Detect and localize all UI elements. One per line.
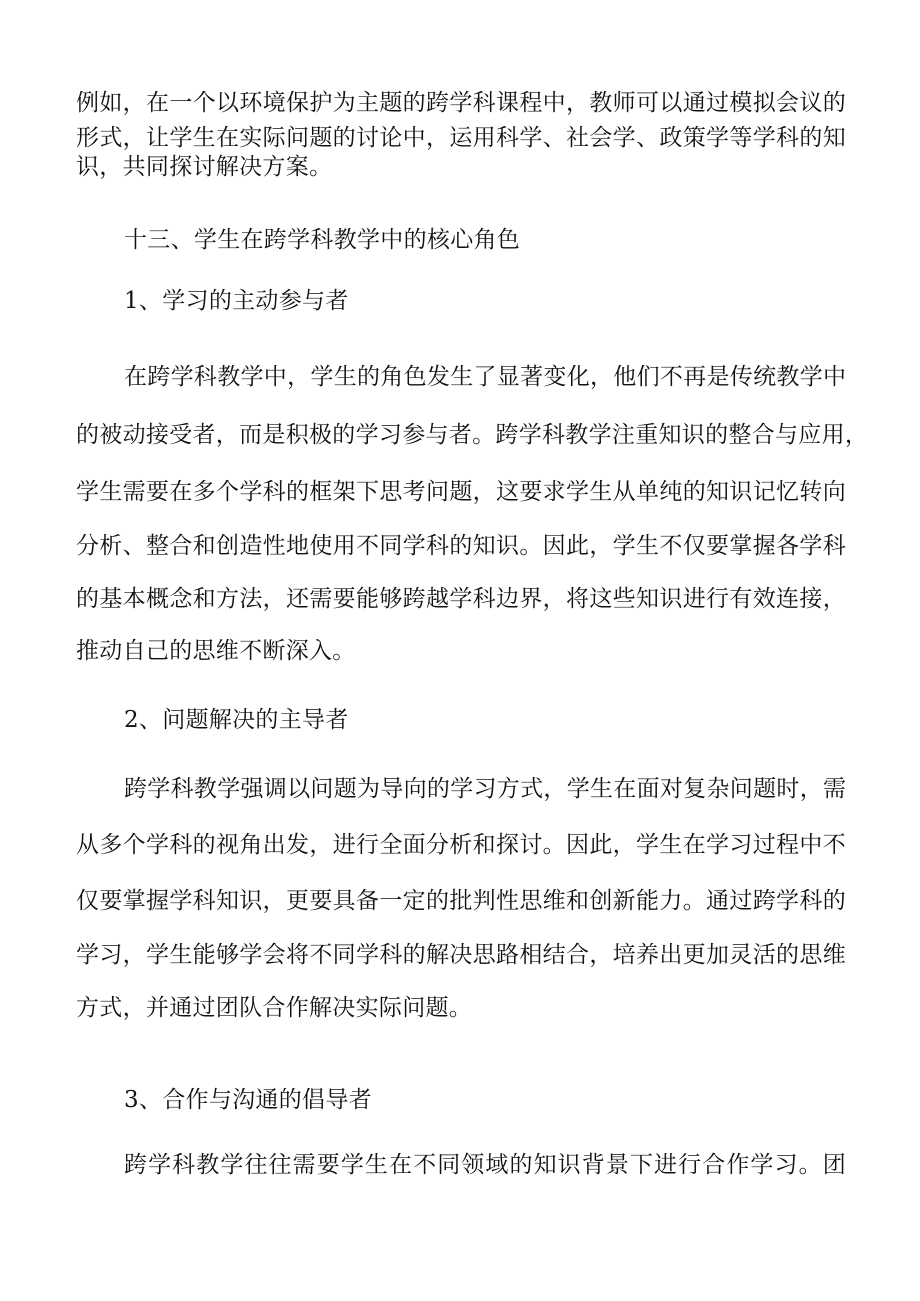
paragraph-line: 识，共同探讨解决方案。	[76, 154, 333, 180]
paragraph-line: 学习，学生能够学会将不同学科的解决思路相结合，培养出更加灵活的思维	[76, 942, 846, 968]
paragraph-line: 跨学科教学强调以问题为导向的学习方式，学生在面对复杂问题时，需	[124, 776, 847, 802]
paragraph-line: 形式，让学生在实际问题的讨论中，运用科学、社会学、政策学等学科的知	[76, 125, 846, 151]
paragraph-line: 仅要掌握学科知识，更要具备一定的批判性思维和创新能力。通过跨学科的	[76, 888, 846, 914]
paragraph-line: 的被动接受者，而是积极的学习参与者。跨学科教学注重知识的整合与应用，	[76, 422, 869, 448]
paragraph-line: 在跨学科教学中，学生的角色发生了显著变化，他们不再是传统教学中	[124, 364, 847, 390]
paragraph-line: 学生需要在多个学科的框架下思考问题，这要求学生从单纯的知识记忆转向	[76, 479, 846, 505]
section-heading: 十三、学生在跨学科教学中的核心角色	[124, 227, 521, 253]
paragraph-line: 的基本概念和方法，还需要能够跨越学科边界，将这些知识进行有效连接，	[76, 586, 846, 612]
subsection-heading: 2、问题解决的主导者	[124, 707, 349, 733]
paragraph-line: 例如，在一个以环境保护为主题的跨学科课程中，教师可以通过模拟会议的	[76, 90, 846, 116]
paragraph-line: 推动自己的思维不断深入。	[76, 638, 356, 664]
paragraph-line: 从多个学科的视角出发，进行全面分析和探讨。因此，学生在学习过程中不	[76, 832, 846, 858]
paragraph-line: 方式，并通过团队合作解决实际问题。	[76, 995, 473, 1021]
paragraph-line: 分析、整合和创造性地使用不同学科的知识。因此，学生不仅要掌握各学科	[76, 533, 846, 559]
subsection-heading: 1、学习的主动参与者	[124, 288, 349, 314]
subsection-heading: 3、合作与沟通的倡导者	[124, 1087, 372, 1113]
paragraph-line: 跨学科教学往往需要学生在不同领域的知识背景下进行合作学习。团	[124, 1152, 846, 1178]
